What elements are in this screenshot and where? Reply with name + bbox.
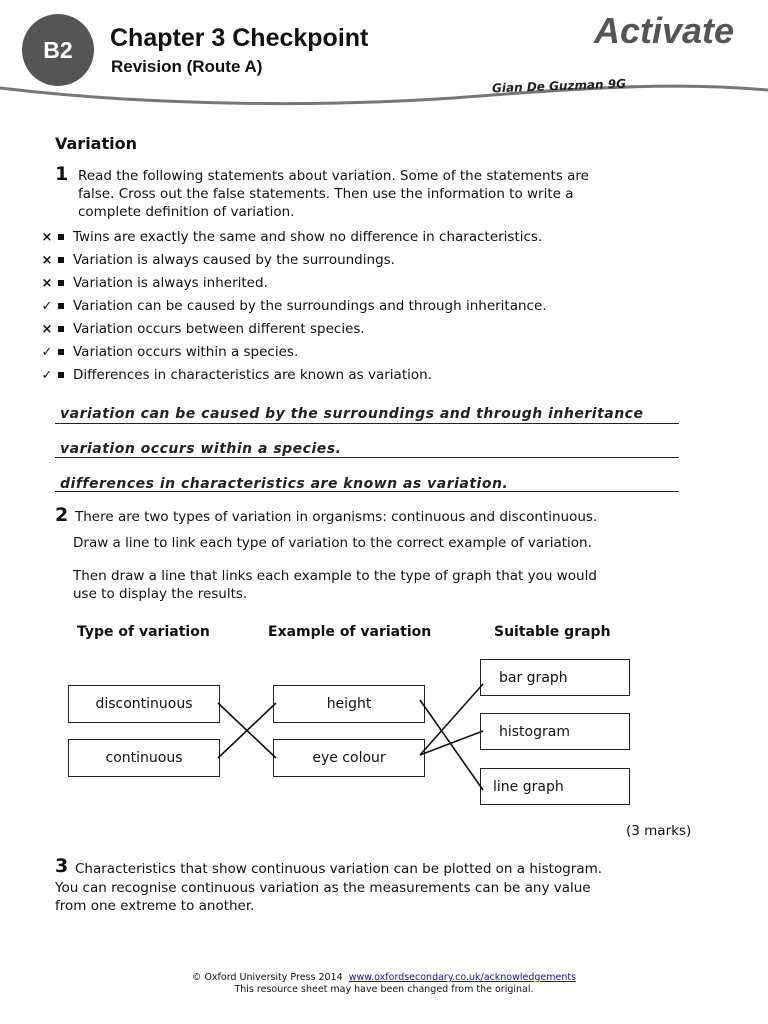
instruction-line: false. Cross out the false statements. Then use the information to write a <box>78 186 574 202</box>
footer-note: This resource sheet may have been changed from the original. <box>234 984 534 995</box>
link-line <box>420 731 483 755</box>
question-3-line: Characteristics that show continuous variation can be plotted on a histogram. <box>75 861 603 877</box>
chapter-badge: B2 <box>22 14 94 86</box>
student-name: Gian De Guzman 9G <box>491 76 627 96</box>
statement-text: Twins are exactly the same and show no difference in characteristics. <box>73 229 543 245</box>
column-heading-type: Type of variation <box>77 624 210 640</box>
statement-text: Variation can be caused by the surroundings and through inheritance. <box>73 298 547 314</box>
statement-text: Variation occurs between different species. <box>73 321 365 337</box>
box-label: discontinuous <box>95 696 193 712</box>
question-2-intro: There are two types of variation in organisms: continuous and discontinuous. <box>75 509 598 525</box>
check-mark-icon: ✓ <box>41 298 53 314</box>
statement-text: Variation is always inherited. <box>73 275 268 291</box>
copyright-text: © Oxford University Press 2014 <box>191 972 343 983</box>
question-2-number: 2 <box>55 504 69 526</box>
question-3-line: from one extreme to another. <box>55 898 255 914</box>
handwritten-answer: variation occurs within a species. <box>60 441 342 457</box>
column-heading-graph: Suitable graph <box>494 624 611 640</box>
box-label: line graph <box>493 778 564 795</box>
box-label: height <box>326 696 372 712</box>
cross-mark-icon: × <box>41 252 53 268</box>
footer-copyright <box>0 972 768 983</box>
acknowledgements-link[interactable]: www.oxfordsecondary.co.uk/acknowledgements <box>348 972 577 983</box>
question-2-instruction: Draw a line to link each type of variation to the correct example of variation. <box>73 535 592 551</box>
check-mark-icon: ✓ <box>41 344 53 360</box>
check-mark-icon: ✓ <box>41 367 53 383</box>
handwritten-answer: variation can be caused by the surroundings and through inheritance <box>60 406 644 422</box>
statement-text: Variation occurs within a species. <box>73 344 299 360</box>
cross-mark-icon: × <box>41 321 53 337</box>
instruction-line: complete definition of variation. <box>78 204 295 220</box>
statement-text: Variation is always caused by the surroundings. <box>73 252 395 268</box>
cross-mark-icon: × <box>41 229 53 245</box>
box-label: bar graph <box>499 669 568 686</box>
section-heading: Variation <box>55 134 137 153</box>
cross-mark-icon: × <box>41 275 53 291</box>
instruction-line: Read the following statements about variation. Some of the statements are <box>78 168 589 184</box>
marks-label: (3 marks) <box>626 823 692 839</box>
box-label: eye colour <box>312 750 386 766</box>
instruction-line: Then draw a line that links each example to the type of graph that you would <box>73 568 597 584</box>
question-3-line: You can recognise continuous variation as the measurements can be any value <box>55 880 591 896</box>
page-title: Chapter 3 Checkpoint <box>110 24 369 52</box>
column-heading-example: Example of variation <box>268 624 432 640</box>
handwritten-answer: differences in characteristics are known as variation. <box>60 476 509 492</box>
box-label: continuous <box>105 750 183 766</box>
question-1-number: 1 <box>55 163 69 185</box>
box-label: histogram <box>499 723 570 740</box>
page-subtitle: Revision (Route A) <box>111 57 263 76</box>
statement-text: Differences in characteristics are known as variation. <box>73 367 432 383</box>
instruction-line: use to display the results. <box>73 586 248 602</box>
brand-logo: Activate <box>594 10 735 51</box>
question-3-number: 3 <box>55 855 69 877</box>
